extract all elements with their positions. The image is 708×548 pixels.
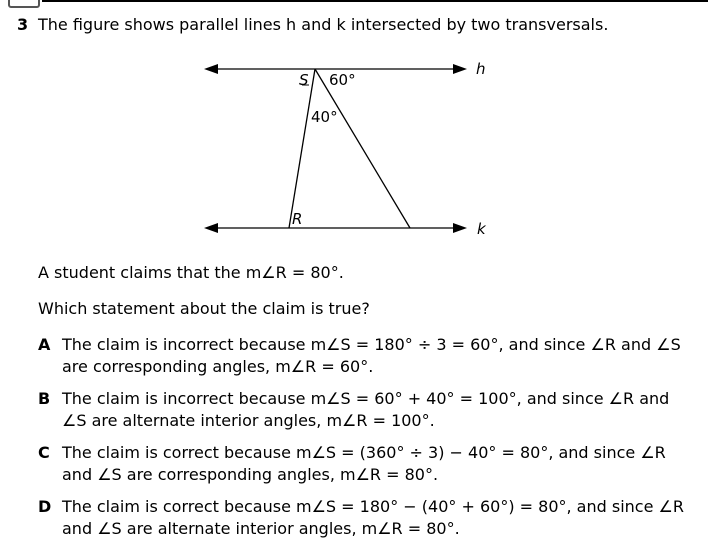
choice-text: The claim is correct because m∠S = (360° ÷ 3) − 40° = 80°, and since ∠R and ∠S are corresponding angles, m∠R = 80°. xyxy=(62,443,666,484)
choice-letter: D xyxy=(38,497,52,516)
parallel-lines-figure xyxy=(0,0,708,250)
line-h-label: h xyxy=(476,60,486,78)
line-k-left-arrow xyxy=(204,223,218,233)
choice-text: The claim is incorrect because m∠S = 180° ÷ 3 = 60°, and since ∠R and ∠S are corresponding angles, m∠R = 60°. xyxy=(62,335,681,376)
line-k-right-arrow xyxy=(453,223,467,233)
choice-text: The claim is incorrect because m∠S = 60° + 40° = 100°, and since ∠R and ∠S are alternate interior angles, m∠R = 100°. xyxy=(62,389,670,430)
student-claim: A student claims that the m∠R = 80°. xyxy=(38,263,344,282)
question-stem: The figure shows parallel lines h and k intersected by two transversals. xyxy=(38,15,609,34)
angle-s-label: S xyxy=(299,71,309,89)
choice-letter: A xyxy=(38,335,51,354)
angle-60-label: 60° xyxy=(329,71,356,89)
choice-text: The claim is correct because m∠S = 180° − (40° + 60°) = 80°, and since ∠R and ∠S are alternate interior angles, m∠R = 80°. xyxy=(62,497,684,538)
transversal-right xyxy=(315,69,410,228)
angle-r-label: R xyxy=(292,210,303,228)
transversal-left xyxy=(289,69,315,228)
line-h-left-arrow xyxy=(204,64,218,74)
line-k-label: k xyxy=(477,220,486,238)
question-number: 3 xyxy=(17,15,29,34)
question-prompt: Which statement about the claim is true? xyxy=(38,299,370,318)
choice-letter: B xyxy=(38,389,51,408)
choice-letter: C xyxy=(38,443,50,462)
angle-40-label: 40° xyxy=(311,108,338,126)
line-h-right-arrow xyxy=(453,64,467,74)
